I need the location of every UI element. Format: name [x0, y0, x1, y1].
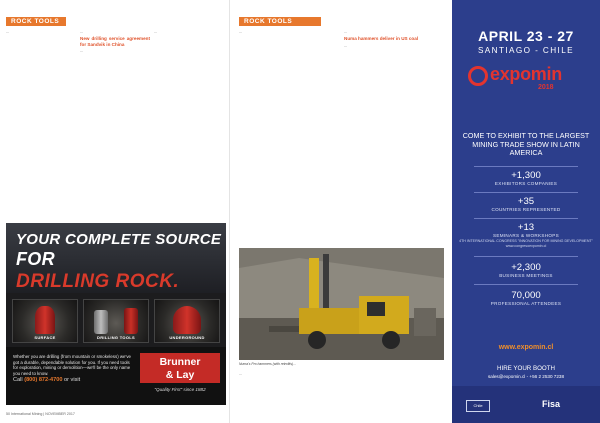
- divider: [474, 256, 578, 257]
- stat-countries: [452, 196, 600, 213]
- expo-hire-booth: HIRE YOUR BOOTH: [497, 365, 555, 372]
- expomin-logo: [468, 64, 586, 94]
- left-column-2-text-a: ...: [80, 30, 83, 34]
- left-column-2-text-b: ...: [80, 48, 83, 53]
- stat-sub: 4TH INTERNATIONAL CONGRESS "INNOVATION FOR MINING DEVELOPMENT" www.congresoexpomin.cl: [459, 239, 593, 248]
- expo-city: SANTIAGO - CHILE: [477, 46, 575, 55]
- brunner-lay-logo: [140, 353, 220, 383]
- brand-bottom: & Lay: [165, 369, 195, 381]
- advert-photo-row: [12, 299, 220, 343]
- divider: [474, 284, 578, 285]
- advert-call-tail: or visit: [64, 377, 81, 383]
- expo-contact: sales@expomin.cl - +56 2 2530 7238: [487, 374, 565, 379]
- mid-column-2-text-b: ...: [344, 43, 347, 48]
- stat-number: +13: [517, 222, 535, 233]
- divider: [474, 166, 578, 167]
- drilling-advert: [6, 223, 226, 405]
- expo-invite: COME TO EXHIBIT TO THE LARGEST MINING TRADE SHOW IN LATIN AMERICA: [462, 131, 590, 158]
- mid-column-2-subhead: Numa hammers deliver in US coal: [344, 36, 419, 42]
- stat-seminars: [452, 222, 600, 248]
- advert-body: Whether you are drilling (from mountain or smokeless) we've got a durable, dependable solution for you. If you need tools for exploration, mining or demolition—we'll be the only name you need to know.: [13, 354, 131, 376]
- expo-footer: [452, 386, 600, 423]
- drill-bit-icon: [35, 306, 55, 334]
- advert-photo-tools: [83, 299, 149, 343]
- advert-photo-label: UNDERGROUND: [169, 335, 205, 340]
- advert-header: [6, 223, 226, 293]
- stat-label: BUSINESS MEETINGS: [499, 273, 553, 278]
- left-column-1: [6, 30, 76, 218]
- chile-logo: Chile: [466, 400, 490, 412]
- stat-number: +1,300: [511, 170, 541, 181]
- advert-photo-label: DRILLING TOOLS: [97, 335, 135, 340]
- mid-column-2-text-a: ...: [344, 30, 347, 34]
- expo-website: www.expomin.cl: [498, 344, 554, 351]
- advert-headline-1a: YOUR: [16, 231, 61, 248]
- mid-bottom-paragraph: ...: [239, 372, 242, 376]
- advert-headline-1: [16, 231, 221, 248]
- fisa-logo: Fisa: [542, 399, 561, 409]
- drill-rig-illustration: [239, 248, 444, 360]
- stat-exhibitors: [452, 170, 600, 187]
- mid-bottom-text: [239, 372, 444, 420]
- drill-bit-icon: [173, 306, 201, 334]
- left-column-3: [154, 30, 224, 218]
- advert-headline-1b: COMPLETE SOURCE: [65, 231, 222, 248]
- advert-photo-surface: [12, 299, 78, 343]
- expomin-advert: [452, 0, 600, 423]
- mid-column-1-text: ...: [239, 30, 242, 34]
- stat-label: SEMINARS & WORKSHOPS: [493, 233, 559, 238]
- stat-label: EXHIBITORS COMPANIES: [494, 181, 558, 186]
- advert-call-label: Call: [13, 377, 23, 383]
- photo-caption: Numa's Pro hammers (with retrofits)...: [239, 362, 296, 366]
- left-column-2: [80, 30, 150, 218]
- expomin-logo-name: expomin: [490, 64, 562, 84]
- stat-label: COUNTRIES REPRESENTED: [491, 207, 561, 212]
- mid-column-1: [239, 30, 339, 244]
- advert-headline-3: DRILLING ROCK.: [16, 271, 180, 292]
- section-tab-mid: ROCK TOOLS: [239, 17, 321, 26]
- advert-tagline: "Quality First" since 1882: [154, 387, 206, 392]
- advert-call: [13, 377, 80, 383]
- brand-top: Brunner: [159, 356, 201, 368]
- advert-photo-underground: [154, 299, 220, 343]
- expo-date: APRIL 23 - 27: [478, 28, 574, 44]
- left-column-2-subhead: New drilling service agreement for Sandvik in China: [80, 36, 150, 47]
- drill-rod-icon: [94, 310, 108, 334]
- drill-rod-icon: [124, 308, 138, 334]
- advert-footer: [6, 347, 226, 405]
- advert-phone: (800) 872-4700: [24, 377, 63, 383]
- stat-attendees: [452, 290, 600, 307]
- section-tab-left: ROCK TOOLS: [6, 17, 66, 26]
- expomin-ring-icon: [468, 66, 488, 86]
- drill-rig-photo: [239, 248, 444, 360]
- advert-photo-label: SURFACE: [34, 335, 56, 340]
- mid-column-2: [344, 30, 444, 244]
- stat-number: 70,000: [511, 290, 541, 301]
- expomin-logo-year: 2018: [538, 84, 554, 91]
- divider: [474, 218, 578, 219]
- stat-label: PROFESSIONAL ATTENDEES: [490, 301, 562, 306]
- page-folio: 50 International Mining | NOVEMBER 2017: [6, 412, 75, 416]
- stat-number: +2,300: [511, 262, 541, 273]
- left-column-1-text: ...: [6, 30, 9, 34]
- stat-meetings: [452, 262, 600, 279]
- stat-number: +35: [517, 196, 535, 207]
- left-page: [0, 0, 230, 423]
- advert-headline-2: FOR: [16, 249, 55, 269]
- left-column-3-text: ...: [154, 30, 157, 34]
- divider: [474, 192, 578, 193]
